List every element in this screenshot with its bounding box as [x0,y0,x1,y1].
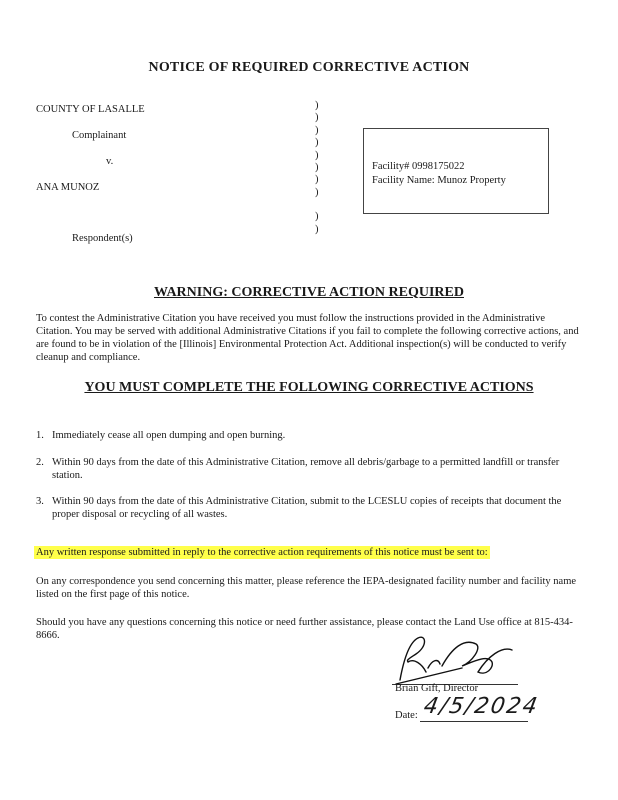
paren: ) [315,149,319,161]
caption-county: COUNTY OF LASALLE [36,104,145,115]
action-text: Within 90 days from the date of this Administrative Citation, submit to the LCESLU copies of receipts that document the proper disposal or recycling of all wastes. [52,496,562,520]
paren: ) [315,162,319,174]
intro-paragraph: To contest the Administrative Citation you have received you must follow the instructions provided in the Administrative Citation. You may be served with additional Administrative Citations if you fail to complete the following corrective actions, and are found to be in violation of the [Illinois] Environmental Protection Act. Additional inspection(s) will be conducted to verify cleanup and compliance. [36,313,579,363]
facility-number: Facility# 0998175022 [372,161,465,172]
action-number: 1. [36,430,44,441]
actions-heading: YOU MUST COMPLETE THE FOLLOWING CORRECTIVE ACTIONS [84,380,534,395]
date-label: Date: [395,710,418,721]
highlighted-notice: Any written response submitted in reply to the corrective action requirements of this notice must be sent to: [36,547,488,558]
date-line [420,721,528,722]
caption-respondent-label: Respondent(s) [72,233,133,244]
signatory-name: Brian Gift, Director [395,683,479,694]
page-title: NOTICE OF REQUIRED CORRECTIVE ACTION [148,60,470,75]
caption-complainant: Complainant [72,130,127,141]
caption-parentheses [315,100,319,236]
paren: ) [315,174,319,186]
date-value: 4/5/2024 [421,694,542,719]
caption-respondent-name: ANA MUNOZ [36,182,100,193]
paren: ) [315,186,319,198]
paren: ) [315,100,319,111]
questions-paragraph: Should you have any questions concerning this notice or need further assistance, please contact the Land Use office at 815-434-8666. [36,617,573,641]
paren: ) [315,223,319,235]
paren: ) [315,112,319,124]
action-text: Immediately cease all open dumping and open burning. [52,430,286,441]
warning-heading: WARNING: CORRECTIVE ACTION REQUIRED [154,285,464,300]
action-number: 2. [36,457,44,468]
correspondence-paragraph: On any correspondence you send concerning this matter, please reference the IEPA-designated facility number and facility name listed on the first page of this notice. [36,576,577,600]
facility-box [363,128,549,214]
action-text: Within 90 days from the date of this Administrative Citation, remove all debris/garbage to a permitted landfill or transfer station. [52,457,560,481]
facility-name: Facility Name: Munoz Property [372,175,506,186]
action-number: 3. [36,496,44,507]
caption-versus: v. [106,156,114,167]
signature-image [392,628,532,690]
paren: ) [315,211,319,223]
paren: ) [315,124,319,136]
paren: ) [315,137,319,149]
